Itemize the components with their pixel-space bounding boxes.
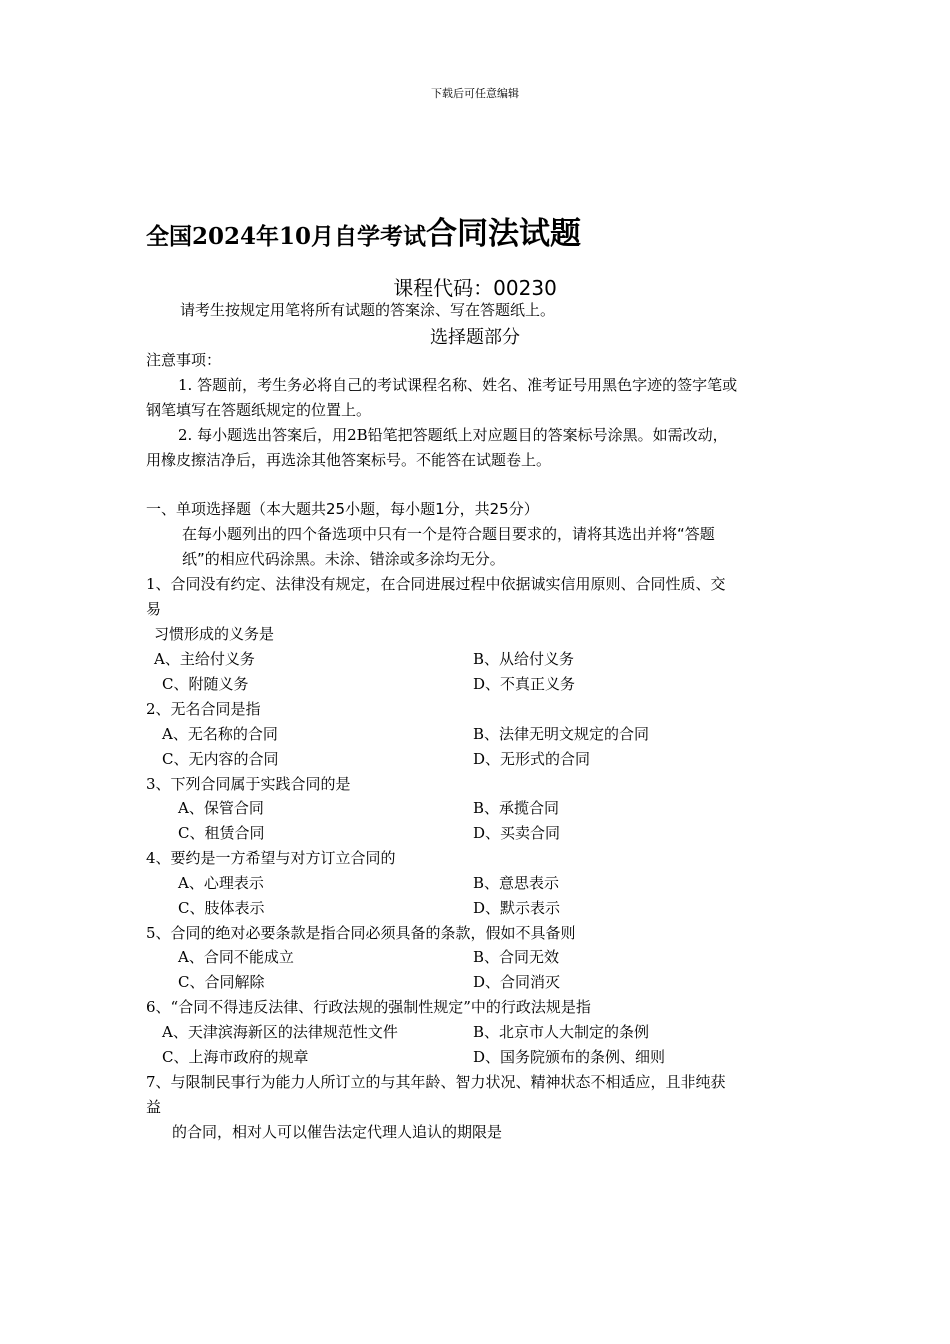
- question-4-stem: 4、要约是一方希望与对方订立合同的: [146, 849, 396, 867]
- question-2-option-c: C、无内容的合同: [162, 750, 279, 768]
- question-6-option-a: A、天津滨海新区的法律规范性文件: [162, 1023, 398, 1041]
- question-6-option-c: C、上海市政府的规章: [162, 1048, 309, 1066]
- question-1-stem-line-1: 1、合同没有约定、法律没有规定，在合同进展过程中依据诚实信用原则、合同性质、交: [146, 575, 726, 593]
- part1-desc-line-2: 纸”的相应代码涂黑。未涂、错涂或多涂均无分。: [182, 550, 505, 568]
- question-1-option-d: D、不真正义务: [473, 675, 576, 693]
- question-1-option-c: C、附随义务: [162, 675, 249, 693]
- question-4-option-c: C、肢体表示: [178, 899, 265, 917]
- exam-title-subject: 合同法试题: [426, 216, 582, 252]
- question-5-stem: 5、合同的绝对必要条款是指合同必须具备的条款，假如不具备则: [146, 924, 576, 942]
- question-6-stem: 6、“合同不得违反法律、行政法规的强制性规定”中的行政法规是指: [146, 998, 591, 1016]
- question-1-option-a: A、主给付义务: [154, 650, 255, 668]
- question-3-option-a: A、保管合同: [178, 799, 264, 817]
- question-7-stem-line-1: 7、与限制民事行为能力人所订立的与其年龄、智力状况、精神状态不相适应，且非纯获: [146, 1073, 726, 1091]
- question-3-option-c: C、租赁合同: [178, 824, 265, 842]
- exam-title: [146, 208, 581, 253]
- section-title: 选择题部分: [430, 327, 520, 348]
- question-1-stem-line-2: 易: [146, 600, 162, 618]
- course-code: 课程代码：00230: [393, 276, 557, 300]
- question-5-option-d: D、合同消灭: [473, 973, 561, 991]
- question-7-stem-line-2: 益: [146, 1098, 162, 1116]
- question-4-option-d: D、默示表示: [473, 899, 561, 917]
- question-2-option-a: A、无名称的合同: [162, 725, 278, 743]
- question-3-option-b: B、承揽合同: [473, 799, 560, 817]
- notice-item-2-line-2: 用橡皮擦洁净后，再选涂其他答案标号。不能答在试题卷上。: [146, 451, 552, 469]
- question-2-option-d: D、无形式的合同: [473, 750, 591, 768]
- notice-item-1-line-1: 1. 答题前，考生务必将自己的考试课程名称、姓名、准考证号用黑色字迹的签字笔或: [178, 376, 738, 394]
- question-5-option-a: A、合同不能成立: [178, 948, 294, 966]
- question-7-stem-line-3: 的合同，相对人可以催告法定代理人追认的期限是: [172, 1123, 503, 1141]
- question-2-option-b: B、法律无明文规定的合同: [473, 725, 650, 743]
- question-2-stem: 2、无名合同是指: [146, 700, 261, 718]
- question-5-option-b: B、合同无效: [473, 948, 560, 966]
- exam-title-prefix: 全国2024年10月自学考试: [146, 223, 427, 250]
- notice-item-2-line-1: 2. 每小题选出答案后，用2B铅笔把答题纸上对应题目的答案标号涂黑。如需改动，: [178, 426, 728, 444]
- part1-desc-line-1: 在每小题列出的四个备选项中只有一个是符合题目要求的，请将其选出并将“答题: [182, 525, 715, 543]
- header-note: 下载后可任意编辑: [431, 87, 519, 100]
- question-4-option-a: A、心理表示: [178, 874, 264, 892]
- question-3-stem: 3、下列合同属于实践合同的是: [146, 775, 351, 793]
- question-5-option-c: C、合同解除: [178, 973, 265, 991]
- question-3-option-d: D、买卖合同: [473, 824, 561, 842]
- question-6-option-d: D、国务院颁布的条例、细则: [473, 1048, 666, 1066]
- question-1-stem-line-3: 习惯形成的义务是: [154, 625, 275, 643]
- question-4-option-b: B、意思表示: [473, 874, 560, 892]
- question-6-option-b: B、北京市人大制定的条例: [473, 1023, 650, 1041]
- notice-item-1-line-2: 钢笔填写在答题纸规定的位置上。: [146, 401, 372, 419]
- notice-heading: 注意事项：: [146, 351, 222, 369]
- part1-heading: 一、单项选择题（本大题共25小题，每小题1分，共25分）: [146, 500, 539, 518]
- question-1-option-b: B、从给付义务: [473, 650, 575, 668]
- answer-instruction: 请考生按规定用笔将所有试题的答案涂、写在答题纸上。: [180, 301, 556, 319]
